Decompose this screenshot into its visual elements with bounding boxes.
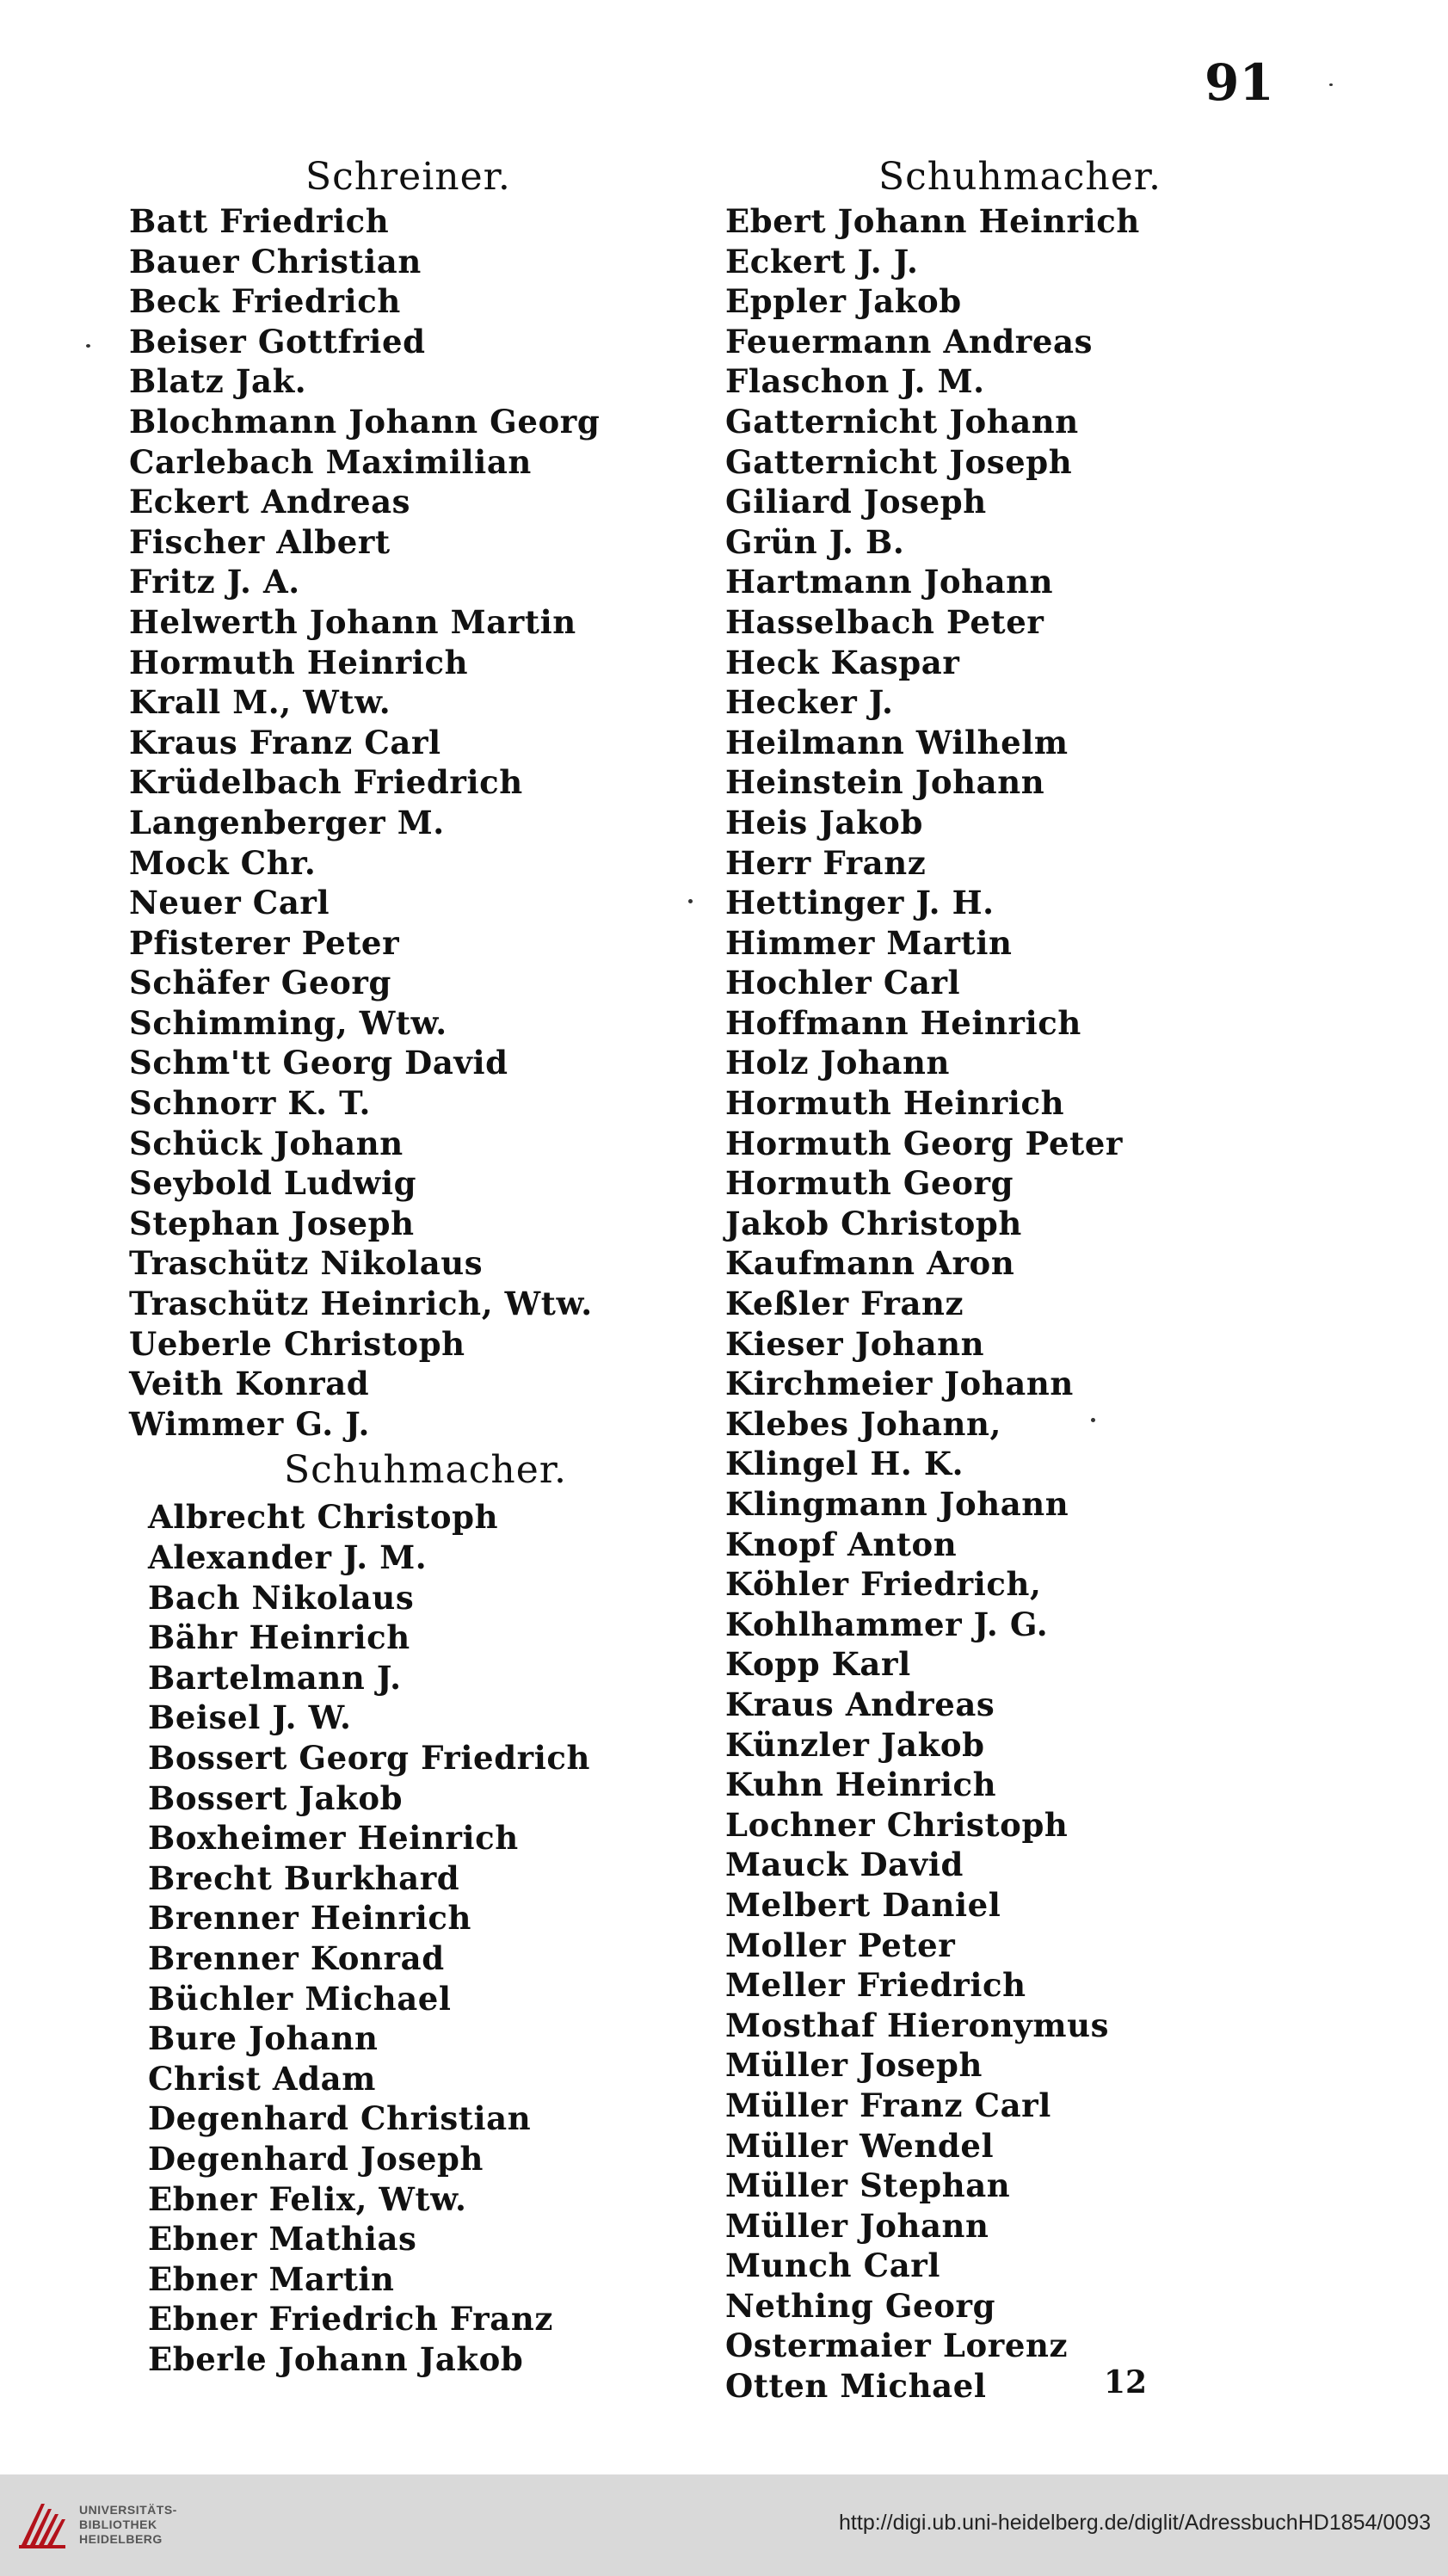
directory-entry: Müller Franz Carl: [725, 2086, 1051, 2124]
directory-entry: Grün J. B.: [725, 522, 905, 561]
directory-entry: Ueberle Christoph: [129, 1324, 465, 1363]
directory-entry: Nething Georg: [725, 2286, 996, 2325]
library-name-line: UNIVERSITÄTS-: [79, 2503, 177, 2517]
directory-entry: Albrecht Christoph: [148, 1498, 499, 1537]
library-name-line: BIBLIOTHEK: [79, 2517, 157, 2531]
directory-entry: Otten Michael: [725, 2367, 987, 2406]
section-heading-schreiner: Schreiner.: [305, 155, 511, 199]
directory-entry: Kieser Johann: [725, 1324, 985, 1363]
directory-entry: Hormuth Georg: [725, 1164, 1014, 1203]
directory-entry: Hettinger J. H.: [725, 884, 995, 922]
left-column: [129, 153, 662, 2379]
directory-entry: Christ Adam: [148, 2059, 377, 2098]
directory-entry: Schm'tt Georg David: [129, 1044, 508, 1082]
directory-entry: Müller Joseph: [725, 2046, 983, 2085]
directory-entry: Brecht Burkhard: [148, 1858, 460, 1897]
directory-entry: Eckert Andreas: [129, 483, 411, 521]
directory-entry: Moller Peter: [725, 1926, 956, 1964]
directory-entry: Müller Wendel: [725, 2126, 995, 2165]
directory-entry: Klingmann Johann: [725, 1485, 1069, 1523]
directory-entry: Kraus Andreas: [725, 1685, 995, 1723]
directory-entry: Herr Franz: [725, 843, 927, 882]
directory-entry: Degenhard Christian: [148, 2099, 532, 2138]
right-column: [725, 153, 1242, 2407]
section-heading-schuhmacher-right: Schuhmacher.: [878, 155, 1161, 199]
directory-entry: Keßler Franz: [725, 1285, 964, 1323]
library-name: [79, 2503, 177, 2547]
directory-entry: Degenhard Joseph: [148, 2139, 484, 2178]
directory-entry: Bossert Georg Friedrich: [148, 1738, 591, 1777]
directory-entry: Mauck David: [725, 1846, 964, 1884]
directory-entry: Blochmann Johann Georg: [129, 402, 601, 441]
directory-entry: Ebner Mathias: [148, 2220, 417, 2259]
directory-entry: Köhler Friedrich,: [725, 1565, 1042, 1604]
directory-entry: Ebner Martin: [148, 2259, 395, 2298]
directory-entry: Klebes Johann,: [725, 1404, 1002, 1443]
directory-entry: Feuermann Andreas: [725, 322, 1094, 361]
directory-entry: Bauer Christian: [129, 242, 422, 280]
directory-entry: Batt Friedrich: [129, 202, 390, 240]
footer-bar: [0, 2474, 1448, 2576]
directory-entry: Beiser Gottfried: [129, 322, 426, 361]
directory-entry: Hartmann Johann: [725, 563, 1054, 601]
directory-entry: Hecker J.: [725, 683, 894, 722]
directory-entry: Lochner Christoph: [725, 1805, 1069, 1844]
schuhmacher-list-right: [725, 201, 1242, 2407]
print-speck: [1329, 83, 1333, 86]
directory-entry: Knopf Anton: [725, 1525, 958, 1563]
directory-entry: Holz Johann: [725, 1044, 951, 1082]
directory-entry: Veith Konrad: [129, 1365, 370, 1403]
directory-entry: Wimmer G. J.: [129, 1404, 370, 1443]
directory-entry: Ebner Felix, Wtw.: [148, 2179, 467, 2218]
section-heading-schuhmacher-left: Schuhmacher.: [284, 1448, 567, 1493]
directory-entry: Flaschon J. M.: [725, 362, 985, 401]
directory-entry: Jakob Christoph: [725, 1204, 1022, 1242]
directory-entry: Brenner Heinrich: [148, 1899, 472, 1938]
directory-entry: Traschütz Heinrich, Wtw.: [129, 1285, 593, 1323]
directory-entry: Ostermaier Lorenz: [725, 2326, 1069, 2365]
directory-entry: Helwerth Johann Martin: [129, 602, 576, 641]
directory-entry: Bach Nikolaus: [148, 1578, 415, 1617]
directory-entry: Heck Kaspar: [725, 643, 960, 681]
directory-entry: Carlebach Maximilian: [129, 442, 532, 481]
directory-entry: Seybold Ludwig: [129, 1164, 417, 1203]
directory-entry: Fritz J. A.: [129, 563, 300, 601]
directory-entry: Kraus Franz Carl: [129, 723, 441, 761]
directory-entry: Müller Johann: [725, 2206, 989, 2245]
directory-entry: Neuer Carl: [129, 884, 330, 922]
directory-entry: Giliard Joseph: [725, 483, 987, 521]
source-url-link[interactable]: http://digi.ub.uni-heidelberg.de/diglit/AdressbuchHD1854/0093: [839, 2511, 1431, 2535]
directory-entry: Ebert Johann Heinrich: [725, 202, 1140, 240]
directory-entry: Brenner Konrad: [148, 1938, 445, 1977]
directory-entry: Traschütz Nikolaus: [129, 1244, 484, 1283]
directory-entry: Pfisterer Peter: [129, 923, 400, 962]
directory-entry: Fischer Albert: [129, 522, 391, 561]
directory-entry: Bartelmann J.: [148, 1658, 402, 1697]
directory-entry: Heinstein Johann: [725, 763, 1045, 802]
directory-entry: Hormuth Heinrich: [725, 1084, 1065, 1123]
directory-entry: Eckert J. J.: [725, 242, 919, 280]
directory-entry: Kirchmeier Johann: [725, 1365, 1074, 1403]
directory-entry: Müller Stephan: [725, 2166, 1011, 2205]
catchword: 12: [1104, 2364, 1148, 2400]
directory-entry: Munch Carl: [725, 2246, 941, 2285]
directory-entry: Beck Friedrich: [129, 282, 401, 321]
directory-entry: Eppler Jakob: [725, 282, 962, 321]
directory-entry: Blatz Jak.: [129, 362, 307, 401]
directory-entry: Kopp Karl: [725, 1645, 911, 1684]
directory-entry: Klingel H. K.: [725, 1445, 964, 1483]
directory-entry: Kohlhammer J. G.: [725, 1605, 1049, 1643]
directory-entry: Schimming, Wtw.: [129, 1003, 447, 1042]
directory-entry: Bähr Heinrich: [148, 1618, 410, 1657]
print-speck: [688, 899, 693, 903]
directory-entry: Hasselbach Peter: [725, 602, 1044, 641]
library-logo-icon: [15, 2499, 69, 2552]
directory-entry: Stephan Joseph: [129, 1204, 415, 1242]
directory-entry: Hochler Carl: [725, 964, 961, 1002]
directory-entry: Schück Johann: [129, 1124, 404, 1162]
directory-entry: Himmer Martin: [725, 923, 1013, 962]
directory-entry: Kaufmann Aron: [725, 1244, 1015, 1283]
print-speck: [1091, 1418, 1095, 1422]
directory-entry: Mosthaf Hieronymus: [725, 2006, 1110, 2044]
directory-entry: Eberle Johann Jakob: [148, 2339, 524, 2378]
directory-entry: Bure Johann: [148, 2019, 379, 2058]
directory-entry: Gatternicht Joseph: [725, 442, 1073, 481]
directory-entry: Mock Chr.: [129, 843, 317, 882]
directory-entry: Krall M., Wtw.: [129, 683, 391, 722]
directory-entry: Hormuth Georg Peter: [725, 1124, 1124, 1162]
directory-entry: Krüdelbach Friedrich: [129, 763, 523, 802]
directory-entry: Alexander J. M.: [148, 1538, 428, 1576]
directory-entry: Ebner Friedrich Franz: [148, 2300, 553, 2339]
directory-entry: Boxheimer Heinrich: [148, 1819, 519, 1858]
directory-entry: Kuhn Heinrich: [725, 1766, 997, 1804]
directory-entry: Bossert Jakob: [148, 1778, 404, 1817]
directory-entry: Hormuth Heinrich: [129, 643, 469, 681]
schuhmacher-list-left: [129, 1497, 662, 2379]
directory-entry: Meller Friedrich: [725, 1966, 1026, 2005]
directory-entry: Künzler Jakob: [725, 1725, 985, 1764]
page-number: 91: [1205, 53, 1274, 112]
directory-entry: Hoffmann Heinrich: [725, 1003, 1081, 1042]
directory-entry: Beisel J. W.: [148, 1698, 352, 1737]
library-name-line: HEIDELBERG: [79, 2532, 163, 2546]
directory-entry: Heilmann Wilhelm: [725, 723, 1069, 761]
directory-entry: Schnorr K. T.: [129, 1084, 371, 1123]
directory-entry: Schäfer Georg: [129, 964, 391, 1002]
directory-entry: Langenberger M.: [129, 803, 445, 841]
directory-entry: Büchler Michael: [148, 1979, 452, 2018]
directory-entry: Gatternicht Johann: [725, 402, 1079, 441]
print-speck: [86, 344, 90, 348]
directory-entry: Heis Jakob: [725, 803, 923, 841]
directory-entry: Melbert Daniel: [725, 1885, 1001, 1924]
schreiner-list: [129, 201, 662, 1444]
